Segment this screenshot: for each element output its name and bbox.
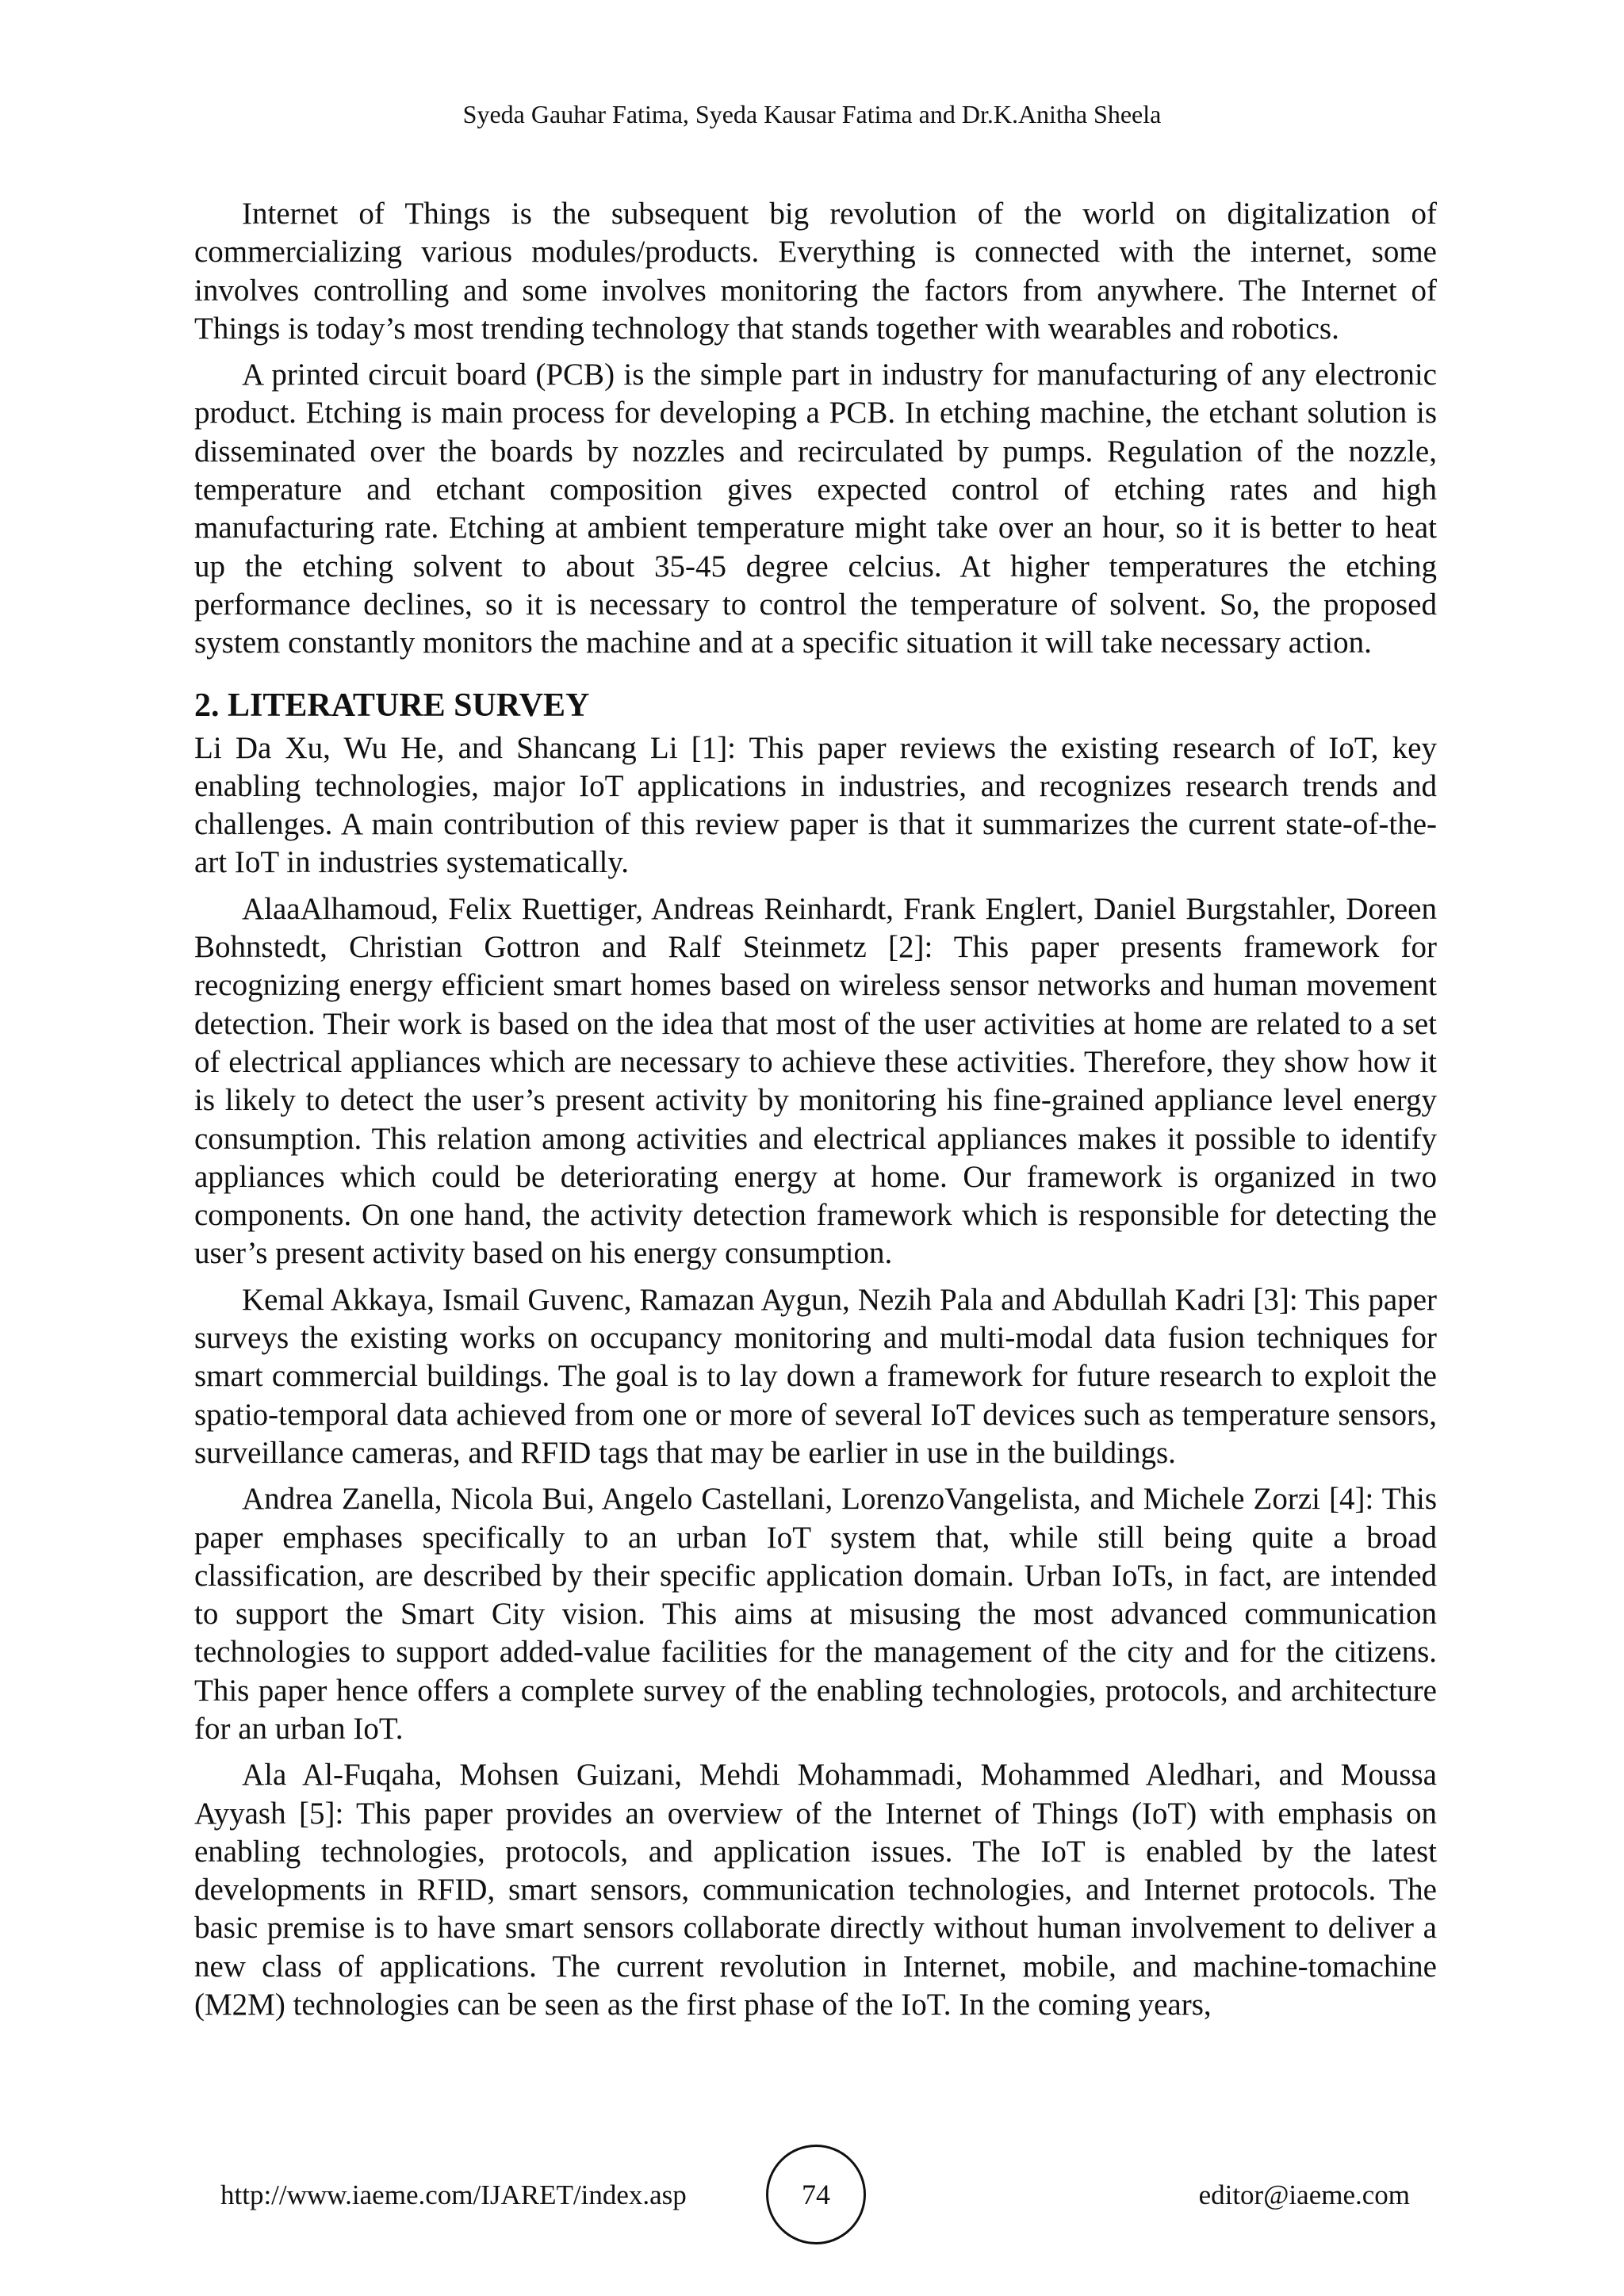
survey-paragraph: AlaaAlhamoud, Felix Ruettiger, Andreas Reinhardt, Frank Englert, Daniel Burgstahler, Doreen Bohnstedt, Christian Gottron and Ralf Steinmetz [2]: This paper presents framework for recognizing energy efficient smart homes based on wireless sensor networks and human movement detection. Their work is based on the idea that most of the user activities at home are related to a set of electrical appliances which are necessary to achieve these activities. Therefore, they show how it is likely to detect the user’s present activity by monitoring his fine-grained appliance level energy consumption. This relation among activities and electrical appliances makes it possible to identify appliances which could be deteriorating energy at home. Our framework is organized in two components. On one hand, the activity detection framework which is responsible for detecting the user’s present activity based on his energy consumption. [194, 891, 1437, 1271]
page-footer [0, 2145, 1624, 2248]
page-number: 74 [802, 2179, 830, 2210]
main-content [194, 195, 1437, 2032]
section-heading: 2. LITERATURE SURVEY [194, 687, 590, 724]
survey-paragraph: Kemal Akkaya, Ismail Guvenc, Ramazan Aygun, Nezih Pala and Abdullah Kadri [3]: This paper surveys the existing works on occupancy monitoring and multi-modal data fusion techniques for smart commercial buildings. The goal is to lay down a framework for future research to exploit the spatio-temporal data achieved from one or more of several IoT devices such as temperature sensors, surveillance cameras, and RFID tags that may be earlier in use in the buildings. [194, 1282, 1437, 1470]
page-number-badge [766, 2145, 866, 2244]
footer-email-link[interactable]: editor@iaeme.com [1198, 2179, 1410, 2210]
intro-paragraph: Internet of Things is the subsequent big revolution of the world on digitalization of commercializing various modules/products. Everything is connected with the internet, some involves controlling and some involves monitoring the factors from anywhere. The Internet of Things is today’s most trending technology that stands together with wearables and robotics. [194, 197, 1437, 346]
intro-paragraph: A printed circuit board (PCB) is the simple part in industry for manufacturing of any electronic product. Etching is main process for developing a PCB. In etching machine, the etchant solution is disseminated over the boards by nozzles and recirculated by pumps. Regulation of the nozzle, temperature and etchant composition gives expected control of etching rates and high manufacturing rate. Etching at ambient temperature might take over an hour, so it is better to heat up the etching solvent to about 35-45 degree celcius. At higher temperatures the etching performance declines, so it is necessary to control the temperature of solvent. So, the proposed system constantly monitors the machine and at a specific situation it will take necessary action. [194, 358, 1437, 660]
survey-paragraph: Andrea Zanella, Nicola Bui, Angelo Castellani, LorenzoVangelista, and Michele Zorzi [4]: This paper emphases specifically to an urban IoT system that, while still being quite a broad classification, are described by their specific application domain. Urban IoTs, in fact, are intended to support the Smart City vision. This aims at misusing the most advanced communication technologies to support added-value facilities for the management of the city and for the citizens. This paper hence offers a complete survey of the enabling technologies, protocols, and architecture for an urban IoT. [194, 1482, 1437, 1746]
survey-paragraph: Ala Al-Fuqaha, Mohsen Guizani, Mehdi Mohammadi, Mohammed Aledhari, and Moussa Ayyash [5]: This paper provides an overview of the Internet of Things (IoT) with emphasis on enabling technologies, protocols, and application issues. The IoT is enabled by the latest developments in RFID, smart sensors, communication technologies, and Internet protocols. The basic premise is to have smart sensors collaborate directly without human involvement to deliver a new class of applications. The current revolution in Internet, mobile, and machine-tomachine (M2M) technologies can be seen as the first phase of the IoT. In the coming years, [194, 1758, 1437, 2022]
footer-url-link[interactable]: http://www.iaeme.com/IJARET/index.asp [220, 2179, 687, 2210]
running-header-authors: Syeda Gauhar Fatima, Syeda Kausar Fatima and Dr.K.Anitha Sheela [462, 100, 1162, 128]
survey-paragraph: Li Da Xu, Wu He, and Shancang Li [1]: This paper reviews the existing research of IoT, key enabling technologies, major IoT applications in industries, and recognizes research trends and challenges. A main contribution of this review paper is that it summarizes the current state-of-the-art IoT in industries systematically. [194, 730, 1437, 880]
